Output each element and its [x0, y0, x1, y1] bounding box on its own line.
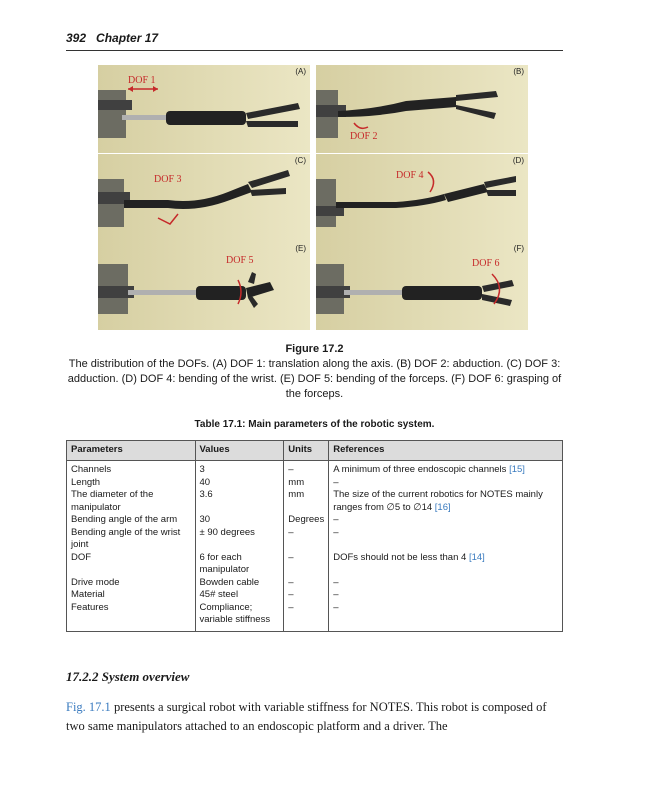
value-cell: 30 — [195, 514, 284, 527]
dof-label: DOF 2 — [350, 131, 378, 142]
panel-label: (E) — [295, 244, 306, 253]
reference-cell — [329, 461, 563, 477]
param-cell: Length — [67, 477, 196, 490]
reference-text: The size of the current robotics for NOTES mainly ranges from ∅5 to ∅14 — [333, 489, 543, 513]
figure-panel-d — [316, 154, 528, 242]
unit-cell: mm — [284, 489, 329, 514]
citation-link[interactable]: [16] — [434, 501, 451, 513]
robot-photo-c — [98, 154, 310, 242]
reference-cell: – — [329, 477, 563, 490]
panel-label: (D) — [512, 156, 524, 165]
value-cell: Compliance; variable stiffness — [195, 602, 284, 632]
unit-cell: – — [284, 461, 329, 477]
unit-cell: – — [284, 527, 329, 552]
panel-label: (B) — [513, 67, 524, 76]
unit-cell: – — [284, 552, 329, 577]
param-cell: Bending angle of the arm — [67, 514, 196, 527]
reference-cell: – — [329, 577, 563, 590]
reference-text: A minimum of three endoscopic channels — [333, 464, 510, 475]
value-cell: Bowden cable — [195, 577, 284, 590]
table-row — [67, 577, 563, 590]
table-row — [67, 461, 563, 477]
dof-label: DOF 4 — [396, 170, 424, 181]
dof-label: DOF 6 — [472, 258, 500, 269]
reference-cell: – — [329, 514, 563, 527]
value-cell: 45# steel — [195, 589, 284, 602]
figure-title: Figure 17.2 — [285, 343, 344, 355]
dof-label: DOF 3 — [154, 174, 182, 185]
panel-label: (F) — [513, 244, 524, 253]
header-rule — [66, 50, 563, 51]
unit-cell: – — [284, 577, 329, 590]
reference-cell: – — [329, 527, 563, 552]
column-header: Parameters — [67, 441, 196, 461]
column-header: References — [329, 441, 563, 461]
value-cell: 6 for each manipulator — [195, 552, 284, 577]
value-cell: ± 90 degrees — [195, 527, 284, 552]
param-cell: DOF — [67, 552, 196, 577]
param-cell: Bending angle of the wrist joint — [67, 527, 196, 552]
reference-text: DOFs should not be less than 4 — [333, 551, 469, 563]
robot-photo-b — [316, 65, 528, 153]
section-heading: 17.2.2 System overview — [66, 669, 190, 684]
figure-reference-link[interactable]: Fig. 17.1 — [66, 700, 111, 714]
robot-photo-f — [316, 242, 528, 330]
reference-cell — [329, 489, 563, 514]
value-cell: 3.6 — [195, 489, 284, 514]
chapter-title: Chapter 17 — [96, 31, 159, 45]
page-number: 392 — [66, 31, 87, 45]
table-row — [67, 477, 563, 490]
table-row — [67, 514, 563, 527]
column-header: Units — [284, 441, 329, 461]
figure-panel-c — [98, 154, 310, 242]
figure-panel-a — [98, 65, 310, 153]
table-row — [67, 552, 563, 577]
panel-label: (C) — [294, 156, 306, 165]
unit-cell: mm — [284, 477, 329, 490]
figure-caption: The distribution of the DOFs. (A) DOF 1: translation along the axis. (B) DOF 2: abduction. (C) DOF 3: adduction. (D) DOF 4: bending of the wrist. (E) DOF 5: bending of the forceps. (F) DOF 6: grasping of the forceps. — [67, 358, 562, 400]
unit-cell: – — [284, 589, 329, 602]
figure-panel-f — [316, 242, 528, 330]
value-cell: 40 — [195, 477, 284, 490]
panel-label: (A) — [295, 67, 306, 76]
table-row — [67, 527, 563, 552]
table-header-row — [67, 441, 563, 461]
table-row — [67, 589, 563, 602]
table-title: Table 17.1: Main parameters of the robotic system. — [194, 419, 435, 430]
param-cell: Features — [67, 602, 196, 632]
paragraph-text: presents a surgical robot with variable stiffness for NOTES. This robot is composed of two same manipulators attached to an endoscopic platform and a driver. The — [66, 700, 547, 733]
dof-label: DOF 1 — [128, 75, 156, 86]
parameters-table — [66, 440, 563, 632]
figure-panel-b — [316, 65, 528, 153]
reference-cell — [329, 552, 563, 577]
body-paragraph — [66, 698, 563, 736]
robot-photo-d — [316, 154, 528, 242]
param-cell: The diameter of the manipulator — [67, 489, 196, 514]
citation-link[interactable]: [14] — [468, 551, 485, 563]
param-cell: Channels — [67, 461, 196, 477]
value-cell: 3 — [195, 461, 284, 477]
unit-cell: – — [284, 602, 329, 632]
table-row — [67, 489, 563, 514]
table-row — [67, 602, 563, 632]
reference-cell: – — [329, 602, 563, 632]
column-header: Values — [195, 441, 284, 461]
unit-cell: Degrees — [284, 514, 329, 527]
running-header — [66, 31, 168, 45]
param-cell: Drive mode — [67, 577, 196, 590]
citation-link[interactable]: [15] — [509, 464, 525, 475]
robot-photo-e — [98, 242, 310, 330]
figure-panel-e — [98, 242, 310, 330]
dof-label: DOF 5 — [226, 255, 254, 266]
param-cell: Material — [67, 589, 196, 602]
reference-cell: – — [329, 589, 563, 602]
